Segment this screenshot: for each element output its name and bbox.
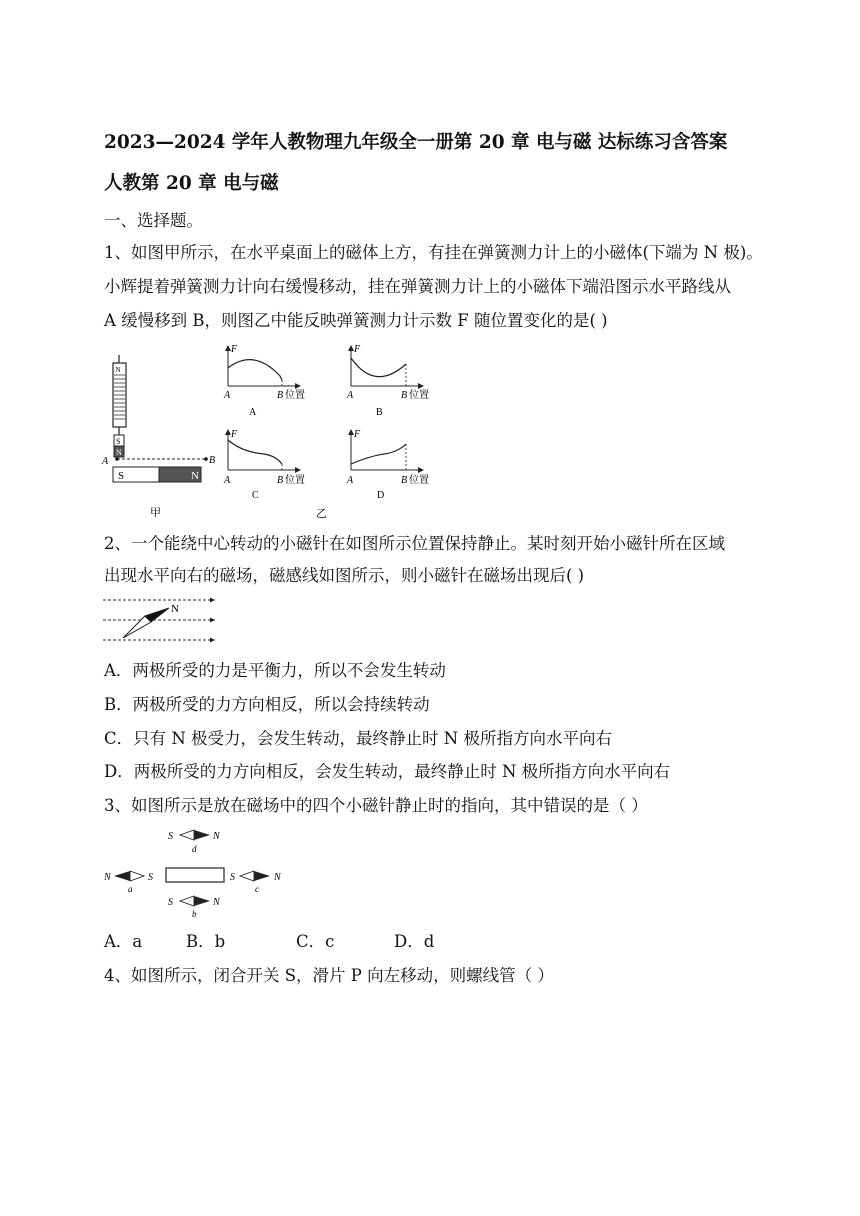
point-b-label: B bbox=[209, 455, 216, 466]
needle-d bbox=[168, 830, 221, 854]
graph-b-xend: B bbox=[401, 390, 408, 401]
needle-a-right-label: S bbox=[148, 872, 153, 883]
graph-c-origin: A bbox=[224, 475, 231, 486]
needle-d-letter: d bbox=[192, 844, 197, 854]
graph-c-letter: C bbox=[252, 490, 259, 501]
graph-b-letter: B bbox=[376, 407, 383, 418]
graph-d-xunit: 位置 bbox=[409, 475, 429, 486]
graph-c-xend: B bbox=[277, 475, 284, 486]
figure-q2-compass bbox=[103, 592, 221, 648]
needle-a-left-label: N bbox=[104, 872, 111, 883]
chapter-subtitle: 人教第 20 章 电与磁 bbox=[104, 173, 279, 194]
needle-d-right-label: N bbox=[213, 831, 220, 842]
bar-magnet bbox=[166, 868, 224, 882]
q3-option-a: A．a bbox=[104, 932, 143, 951]
small-magnet-n-label: N bbox=[116, 448, 122, 457]
figure-jia bbox=[100, 355, 220, 520]
q3-option-b: B．b bbox=[186, 932, 226, 951]
graph-b-xunit: 位置 bbox=[409, 390, 429, 401]
needle-a bbox=[103, 871, 153, 894]
graph-b-origin: A bbox=[347, 390, 354, 401]
graph-c-y-label: F bbox=[231, 429, 238, 440]
needle-n-label: N bbox=[171, 603, 179, 615]
graph-b bbox=[346, 344, 429, 418]
needle-b bbox=[168, 896, 221, 919]
q1-line-2: 小辉提着弹簧测力计向右缓慢移动，挂在弹簧测力计上的小磁体下端沿图示水平路线从 bbox=[104, 277, 731, 296]
curve-b bbox=[351, 358, 406, 377]
graph-a-origin: A bbox=[224, 390, 231, 401]
graph-c bbox=[223, 429, 305, 501]
graph-a-y-label: F bbox=[231, 344, 238, 355]
needle-b-right-label: N bbox=[213, 897, 220, 908]
graph-b-y-label: F bbox=[354, 344, 361, 355]
needle-b-letter: b bbox=[192, 909, 197, 919]
q2-line-2: 出现水平向右的磁场，磁感线如图所示，则小磁针在磁场出现后( ) bbox=[104, 566, 585, 585]
q3-question: 3、如图所示是放在磁场中的四个小磁针静止时的指向，其中错误的是（ ） bbox=[104, 796, 648, 815]
graph-d-y-label: F bbox=[354, 429, 361, 440]
graph-c-xunit: 位置 bbox=[285, 475, 305, 486]
q2-option-c: C．只有 N 极受力，会发生转动，最终静止时 N 极所指方向水平向右 bbox=[104, 729, 612, 748]
graph-a-xend: B bbox=[277, 390, 284, 401]
bar-magnet-s-label: S bbox=[118, 470, 125, 482]
q1-line-3: A 缓慢移到 B，则图乙中能反映弹簧测力计示数 F 随位置变化的是( ) bbox=[104, 311, 608, 330]
q2-option-a: A．两极所受的力是平衡力，所以不会发生转动 bbox=[104, 661, 446, 680]
graph-a-xunit: 位置 bbox=[285, 390, 305, 401]
curve-c bbox=[228, 440, 282, 464]
graph-a-letter: A bbox=[249, 407, 257, 418]
bar-magnet-n-label: N bbox=[191, 470, 199, 482]
section-heading: 一、选择题。 bbox=[104, 211, 203, 230]
graph-a bbox=[223, 344, 305, 418]
small-magnet-s-label: S bbox=[116, 437, 121, 446]
needle-d-left-label: S bbox=[168, 831, 173, 842]
scale-n-label: N bbox=[115, 366, 121, 374]
needle-c-right-label: N bbox=[274, 872, 281, 883]
q1-line-1: 1、如图甲所示，在水平桌面上的磁体上方，有挂在弹簧测力计上的小磁体(下端为 N 极)。 bbox=[104, 243, 763, 262]
q3-option-d: D．d bbox=[394, 932, 435, 951]
graph-d bbox=[346, 429, 429, 501]
figure-q3-needles bbox=[102, 826, 292, 922]
q4-question: 4、如图所示，闭合开关 S，滑片 P 向左移动，则螺线管（ ） bbox=[104, 966, 554, 985]
needle-c-letter: c bbox=[255, 884, 259, 894]
q2-line-1: 2、一个能绕中心转动的小磁针在如图所示位置保持静止。某时刻开始小磁针所在区域 bbox=[104, 534, 725, 553]
q3-option-c: C．c bbox=[296, 932, 335, 951]
curve-d bbox=[351, 444, 406, 464]
curve-a bbox=[228, 360, 282, 380]
needle-south-half bbox=[123, 616, 151, 638]
needle-b-left-label: S bbox=[168, 897, 173, 908]
needle-a-letter: a bbox=[128, 884, 133, 894]
caption-jia: 甲 bbox=[150, 507, 161, 519]
needle-c-left-label: S bbox=[230, 872, 235, 883]
graph-d-xend: B bbox=[401, 475, 408, 486]
graph-d-letter: D bbox=[377, 490, 385, 501]
point-a-label: A bbox=[102, 456, 109, 467]
figure-yi bbox=[220, 340, 450, 522]
graph-d-origin: A bbox=[347, 475, 354, 486]
q2-option-b: B．两极所受的力方向相反，所以会持续转动 bbox=[104, 695, 430, 714]
document-title: 2023—2024 学年人教物理九年级全一册第 20 章 电与磁 达标练习含答案 bbox=[104, 132, 728, 153]
q2-option-d: D．两极所受的力方向相反，会发生转动，最终静止时 N 极所指方向水平向右 bbox=[104, 762, 671, 781]
needle-c bbox=[230, 871, 282, 894]
caption-yi: 乙 bbox=[316, 508, 327, 520]
